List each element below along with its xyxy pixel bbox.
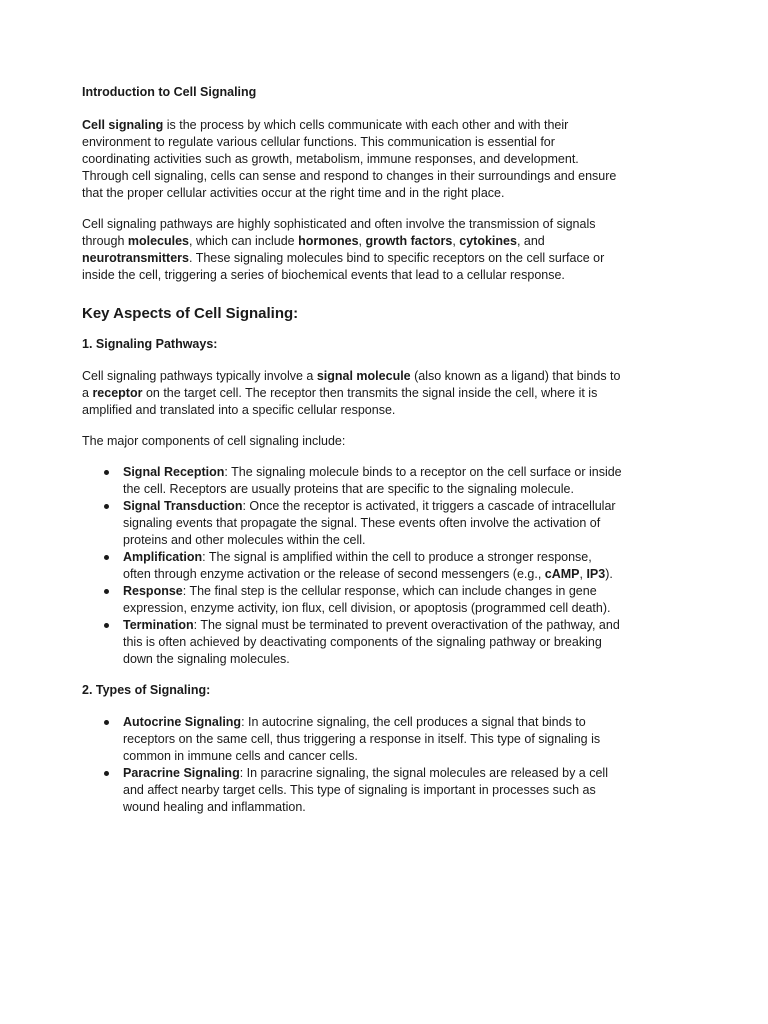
bold-term: growth factors	[365, 234, 453, 248]
text-run: . These signaling molecules bind to specific receptors on the cell surface or inside the cell, triggering a series of biochemical events that lead to a cellular response.	[82, 251, 605, 282]
text-run: is the process by which cells communicate with each other and with their environment to regulate various cellular functions. This communication is essential for coordinating activities such as growth, metabolism, immune responses, and development. Through cell signaling, cells can sense and respond to changes in their surroundings and ensure that the proper cellular activities occur at the right time and in the right place.	[82, 118, 617, 200]
list-item	[82, 549, 622, 583]
bullet-icon	[104, 589, 109, 594]
list-item	[82, 583, 622, 617]
list-item	[82, 498, 622, 549]
text-run: on the target cell. The receptor then transmits the signal inside the cell, where it is amplified and translated into a specific cellular response.	[82, 386, 598, 417]
bold-term: cAMP	[544, 567, 580, 581]
bold-term: receptor	[92, 386, 143, 400]
text-run: : The signal must be terminated to prevent overactivation of the pathway, and this is often achieved by deactivating components of the signaling pathway or breaking down the signaling molecules.	[123, 618, 620, 666]
bold-term: cytokines	[459, 234, 517, 248]
bullet-icon	[104, 555, 109, 560]
bullet-icon	[104, 720, 109, 725]
signaling-types-list	[82, 714, 622, 816]
text-run: , which can include	[189, 234, 299, 248]
text-run: : In autocrine signaling, the cell produces a signal that binds to receptors on the same cell, thus triggering a response in itself. This type of signaling is common in immune cells and cancer cells.	[123, 715, 601, 763]
pathways-paragraph	[82, 368, 622, 419]
text-run: (also known as a ligand) that binds to a	[82, 369, 621, 400]
bold-term: Signal Reception	[123, 465, 225, 479]
bold-term: Paracrine Signaling	[123, 766, 240, 780]
list-item	[82, 617, 622, 668]
intro-paragraph-2	[82, 216, 622, 284]
bold-term: Response	[123, 584, 183, 598]
list-item	[82, 464, 622, 498]
bold-term: neurotransmitters	[82, 251, 189, 265]
bold-term: Signal Transduction	[123, 499, 243, 513]
bold-term: hormones	[298, 234, 359, 248]
bullet-icon	[104, 771, 109, 776]
text-run: Cell signaling pathways are highly sophisticated and often involve the transmission of signals through	[82, 217, 596, 248]
subsection-heading-signaling-pathways: 1. Signaling Pathways:	[82, 337, 218, 351]
bullet-icon	[104, 504, 109, 509]
components-intro: The major components of cell signaling include:	[82, 434, 346, 448]
bold-term: IP3	[586, 567, 606, 581]
text-run: ,	[358, 234, 366, 248]
list-item	[82, 765, 622, 816]
text-run: : In paracrine signaling, the signal molecules are released by a cell and affect nearby target cells. This type of signaling is important in processes such as wound healing and inflammation.	[123, 766, 608, 814]
bullet-icon	[104, 470, 109, 475]
bold-term: signal molecule	[316, 369, 411, 383]
text-run: ).	[605, 567, 613, 581]
list-item	[82, 714, 622, 765]
subsection-heading-types-of-signaling: 2. Types of Signaling:	[82, 683, 211, 697]
text-run: , and	[516, 234, 545, 248]
bold-term: Amplification	[123, 550, 203, 564]
text-run: Cell signaling pathways typically involve a	[82, 369, 317, 383]
text-run: : The signal is amplified within the cell to produce a stronger response, often through enzyme activation or the release of second messengers (e.g.,	[123, 550, 592, 581]
intro-paragraph-1	[82, 117, 622, 202]
text-run: : Once the receptor is activated, it triggers a cascade of intracellular signaling events that propagate the signal. These events often involve the activation of proteins and other molecules within the cell.	[123, 499, 616, 547]
bold-term: Autocrine Signaling	[123, 715, 242, 729]
bullet-icon	[104, 623, 109, 628]
bold-term: molecules	[127, 234, 190, 248]
text-run: : The final step is the cellular response, which can include changes in gene expression, enzyme activity, ion flux, cell division, or apoptosis (programmed cell death).	[123, 584, 611, 615]
bold-term: Cell signaling	[82, 118, 164, 132]
text-run: ,	[579, 567, 587, 581]
section-heading-key-aspects: Key Aspects of Cell Signaling:	[82, 305, 299, 322]
text-run: ,	[452, 234, 460, 248]
components-list	[82, 464, 622, 668]
text-run: : The signaling molecule binds to a receptor on the cell surface or inside the cell. Receptors are usually proteins that are specific to the signaling molecule.	[123, 465, 622, 496]
bold-term: Termination	[123, 618, 194, 632]
document-title: Introduction to Cell Signaling	[82, 85, 257, 99]
document-body	[82, 84, 622, 830]
